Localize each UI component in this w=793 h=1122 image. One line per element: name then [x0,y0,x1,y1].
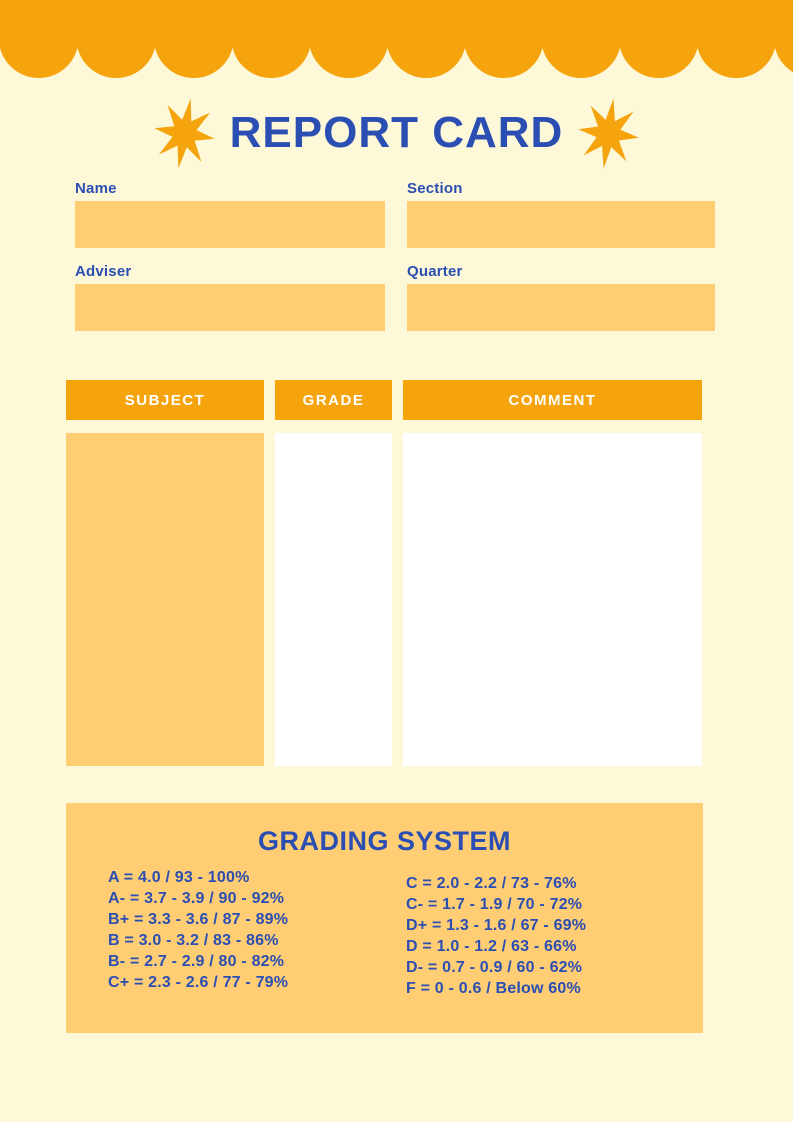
starburst-icon [574,94,644,173]
title-row [0,96,793,170]
grading-scale-item: C+ = 2.3 - 2.6 / 77 - 79% [108,974,289,991]
section-input[interactable] [407,201,715,248]
field-adviser [75,262,385,331]
name-input[interactable] [75,201,385,248]
grading-scale-item: B+ = 3.3 - 3.6 / 87 - 89% [108,911,289,928]
comment-column-header: COMMENT [403,380,702,420]
grading-scale-item: D+ = 1.3 - 1.6 / 67 - 69% [406,917,587,934]
grade-cell[interactable] [275,433,392,766]
grading-scale-item: A- = 3.7 - 3.9 / 90 - 92% [108,890,285,907]
table-row [66,433,703,766]
scalloped-border [0,0,793,80]
grading-scale-item: A = 4.0 / 93 - 100% [108,869,250,886]
grading-scale-item: F = 0 - 0.6 / Below 60% [406,980,581,997]
grading-scale-left-column [108,867,406,999]
student-info-form [75,179,715,331]
grading-scale-item: C = 2.0 - 2.2 / 73 - 76% [406,875,577,892]
grading-system-panel [66,803,703,1033]
field-section [407,179,715,248]
grading-scale-columns [108,867,673,999]
subject-cell[interactable] [66,433,264,766]
field-name [75,179,385,248]
comment-cell[interactable] [403,433,702,766]
subject-column-header: SUBJECT [66,380,264,420]
adviser-label: Adviser [75,263,132,280]
grade-column-header: GRADE [275,380,392,420]
table-header-row [66,380,703,420]
adviser-input[interactable] [75,284,385,331]
grading-scale-item: D = 1.0 - 1.2 / 63 - 66% [406,938,577,955]
grading-scale-right-column [406,873,586,999]
grading-scale-item: B = 3.0 - 3.2 / 83 - 86% [108,932,279,949]
field-quarter [407,262,715,331]
quarter-label: Quarter [407,263,463,280]
grading-system-title: GRADING SYSTEM [257,826,512,856]
starburst-icon [148,93,220,174]
grading-scale-item: B- = 2.7 - 2.9 / 80 - 82% [108,953,285,970]
page-title: REPORT CARD [229,108,564,157]
grades-table [66,380,703,766]
grading-scale-item: D- = 0.7 - 0.9 / 60 - 62% [406,959,583,976]
name-label: Name [75,180,117,197]
section-label: Section [407,180,463,197]
grading-scale-item: C- = 1.7 - 1.9 / 70 - 72% [406,896,583,913]
quarter-input[interactable] [407,284,715,331]
